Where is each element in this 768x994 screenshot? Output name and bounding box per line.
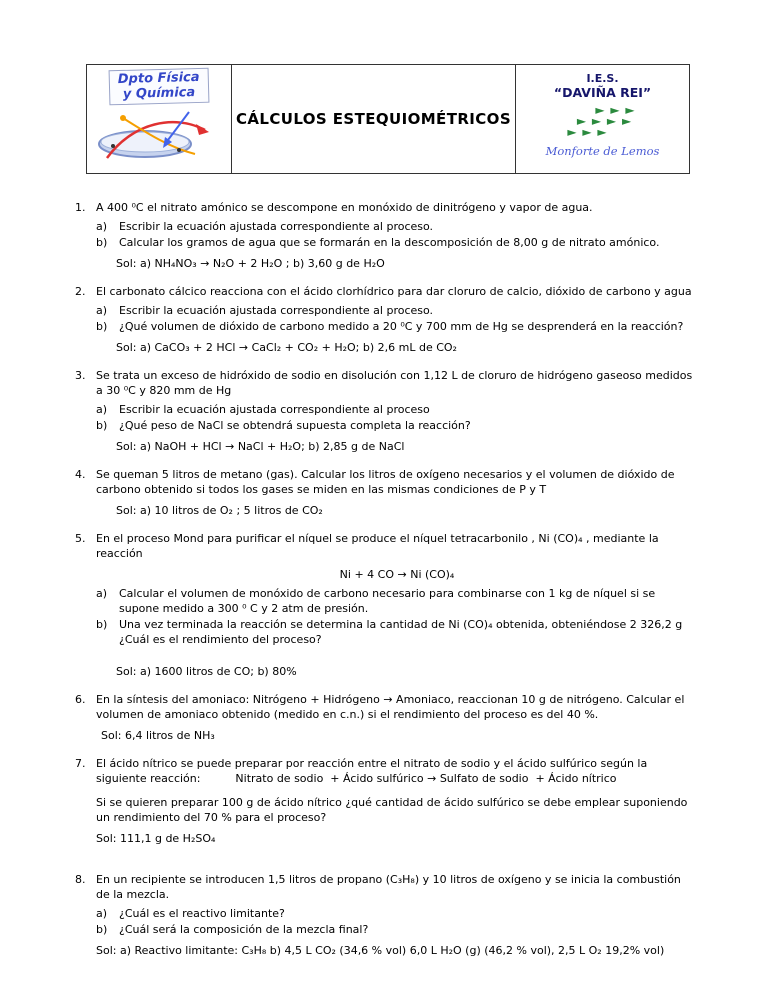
item-text: Escribir la ecuación ajustada correspondiente al proceso (119, 403, 430, 416)
department-logo-line1: Dpto Física (117, 69, 200, 88)
problem-number: 2. (75, 285, 86, 298)
title-cell (232, 65, 515, 173)
problem-solution: Sol: a) Reactivo limitante: C₃H₈ b) 4,5 L CO₂ (34,6 % vol) 6,0 L H₂O (g) (46,2 % vol), 2,5 L O₂ 19,2% vol) (96, 944, 665, 957)
school-logo-name: “DAVIÑA REI” (553, 85, 652, 100)
page-title: CÁLCULOS ESTEQUIOMÉTRICOS (235, 109, 512, 128)
school-logo-motto: Monforte de Lemos (545, 144, 660, 158)
problem-number: 4. (75, 468, 86, 481)
problem-solution: Sol: 111,1 g de H₂SO₄ (96, 832, 216, 845)
problem-7 (75, 756, 698, 846)
problem-solution: Sol: a) NH₄NO₃ → N₂O + 2 H₂O ; b) 3,60 g de H₂O (116, 257, 385, 270)
problem-text: En la síntesis del amoniaco: Nitrógeno + Hidrógeno → Amoniaco, reaccionan 10 g de nitrógeno. Calcular el volumen de amoniaco obtenido (medido en c.n.) si el rendimiento del proceso es del 40 %. (96, 693, 685, 721)
problem-4 (75, 467, 698, 518)
problem-text: Se queman 5 litros de metano (gas). Calcular los litros de oxígeno necesarios y el volumen de dióxido de carbono obtenido si todos los gases se miden en las mismas condiciones de P y T (96, 468, 675, 496)
item-label: b) (96, 618, 108, 631)
problem-3 (75, 368, 698, 454)
green-arrows-icon (516, 105, 689, 138)
problem-text: En un recipiente se introducen 1,5 litros de propano (C₃H₈) y 10 litros de oxígeno y se inicia la combustión de la mezcla. (96, 873, 681, 901)
green-arrows-row: ► ► ► (595, 103, 636, 117)
reaction-equation: Ni + 4 CO → Ni (CO)₄ (339, 568, 455, 581)
problem-number: 7. (75, 757, 86, 770)
item-text: ¿Cuál será la composición de la mezcla final? (119, 923, 369, 936)
item-label: b) (96, 236, 108, 249)
problem-solution: Sol: a) 1600 litros de CO; b) 80% (116, 665, 297, 678)
problem-1 (75, 200, 698, 271)
problem-number: 6. (75, 693, 86, 706)
problem-6 (75, 692, 698, 743)
school-logo (515, 65, 689, 173)
problem-text: El ácido nítrico se puede preparar por reacción entre el nitrato de sodio y el ácido sulfúrico según la siguiente reacción: Nitrato de sodio + Ácido sulfúrico → Sulfato de sodio + Ácido nítrico (96, 757, 651, 785)
problem-solution: Sol: 6,4 litros de NH₃ (101, 729, 215, 742)
problem-5 (75, 531, 698, 679)
green-arrows-row: ► ► ► (567, 125, 608, 139)
problem-number: 3. (75, 369, 86, 382)
department-logo (87, 65, 232, 173)
problem-text: A 400 ⁰C el nitrato amónico se descompone en monóxido de dinitrógeno y vapor de agua. (96, 201, 593, 214)
department-logo-line2: y Química (122, 85, 196, 102)
item-text: ¿Qué volumen de dióxido de carbono medido a 20 ⁰C y 700 mm de Hg se desprenderá en la reacción? (119, 320, 684, 333)
item-text: Escribir la ecuación ajustada correspondiente al proceso. (119, 220, 434, 233)
problem-number: 5. (75, 532, 86, 545)
item-label: a) (96, 907, 108, 920)
problem-text-continued: Si se quieren preparar 100 g de ácido nítrico ¿qué cantidad de ácido sulfúrico se debe emplear suponiendo un rendimiento del 70 % para el proceso? (96, 796, 688, 824)
problem-number: 1. (75, 201, 86, 214)
problem-text: Se trata un exceso de hidróxido de sodio en disolución con 1,12 L de cloruro de hidrógeno gaseoso medidos a 30 ⁰C y 820 mm de Hg (96, 369, 693, 397)
physics-sketch-icon (93, 106, 225, 162)
item-label: b) (96, 419, 108, 432)
item-label: a) (96, 220, 108, 233)
item-text: Escribir la ecuación ajustada correspondiente al proceso. (119, 304, 434, 317)
item-text: ¿Cuál es el reactivo limitante? (119, 907, 285, 920)
problem-number: 8. (75, 873, 86, 886)
problem-solution: Sol: a) 10 litros de O₂ ; 5 litros de CO₂ (116, 504, 323, 517)
problem-solution: Sol: a) NaOH + HCl → NaCl + H₂O; b) 2,85 g de NaCl (116, 440, 405, 453)
school-logo-ies: I.E.S. (586, 72, 619, 85)
problem-8 (75, 872, 698, 958)
item-label: a) (96, 304, 108, 317)
item-text: Calcular los gramos de agua que se formarán en la descomposición de 8,00 g de nitrato amónico. (119, 236, 660, 249)
header-table (86, 64, 690, 174)
green-arrows-row: ► ► ► ► (576, 114, 633, 128)
item-label: a) (96, 587, 108, 600)
problem-2 (75, 284, 698, 355)
problem-solution: Sol: a) CaCO₃ + 2 HCl → CaCl₂ + CO₂ + H₂O; b) 2,6 mL de CO₂ (116, 341, 457, 354)
item-label: b) (96, 923, 108, 936)
item-label: b) (96, 320, 108, 333)
department-logo-text (109, 68, 210, 106)
problem-list (75, 200, 698, 958)
item-text: Una vez terminada la reacción se determina la cantidad de Ni (CO)₄ obtenida, obteniéndose 2 326,2 g ¿Cuál es el rendimiento del proceso? (119, 618, 683, 646)
item-text: Calcular el volumen de monóxido de carbono necesario para combinarse con 1 kg de níquel si se supone medido a 300 ⁰ C y 2 atm de presión. (119, 587, 656, 615)
problem-text: En el proceso Mond para purificar el níquel se produce el níquel tetracarbonilo , Ni (CO)₄ , mediante la reacción (96, 532, 659, 560)
problem-text: El carbonato cálcico reacciona con el ácido clorhídrico para dar cloruro de calcio, dióxido de carbono y agua (96, 285, 692, 298)
item-text: ¿Qué peso de NaCl se obtendrá supuesta completa la reacción? (119, 419, 471, 432)
item-label: a) (96, 403, 108, 416)
